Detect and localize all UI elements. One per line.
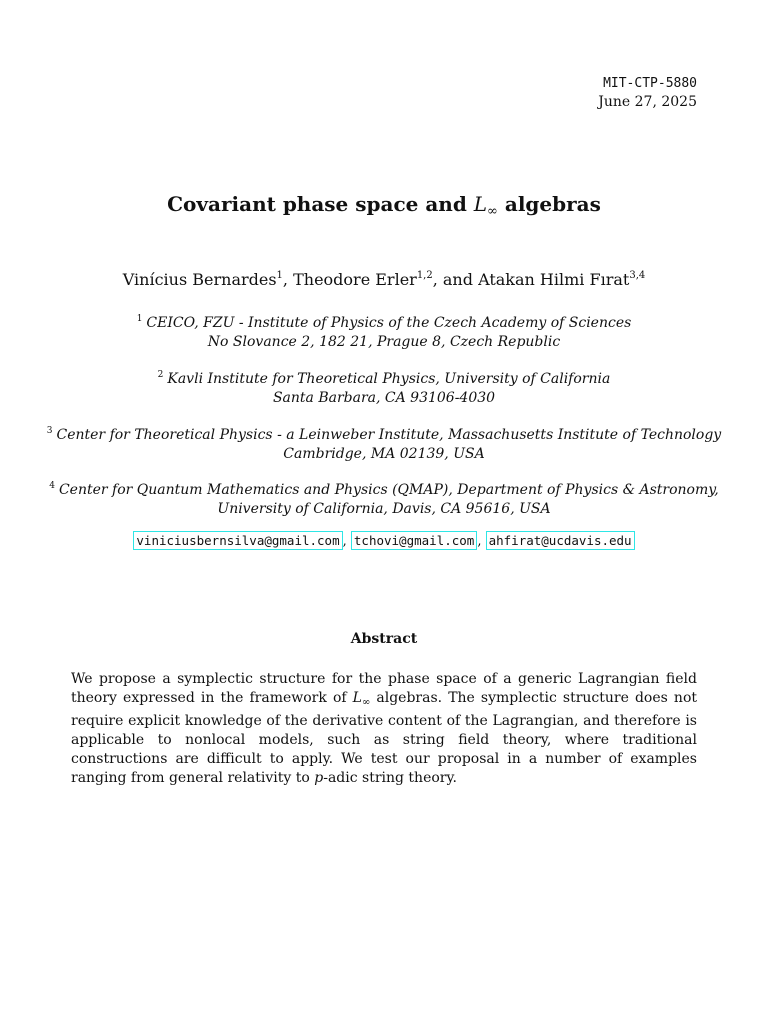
title-math-subscript: ∞ [487,204,498,219]
abstract-part: -adic string theory. [323,770,457,786]
affiliation-line: Santa Barbara, CA 93106-4030 [272,390,496,406]
abstract-heading: Abstract [350,631,418,647]
abstract-part: algebras. The symplectic structure does not require explicit knowledge of the derivative content of the Lagrangian, and therefore is applicable to nonlocal models, such as string field theory, where traditional constructions are difficult to apply. We test our proposal in a number of examples ranging from general relativity to [71,690,697,786]
preprint-info [598,74,697,112]
author-affil-mark: 3,4 [629,270,646,281]
preprint-date: June 27, 2025 [598,94,697,110]
abstract-italic-p: p [314,770,324,786]
affiliation-line: Cambridge, MA 02139, USA [283,446,485,462]
email-list [0,533,768,549]
affiliation-line: Center for Quantum Mathematics and Physics (QMAP), Department of Physics & Astronomy, [58,482,719,498]
title-text: Covariant phase space and [167,192,474,216]
author-separator: , and [432,270,479,289]
affiliation-line: CEICO, FZU - Institute of Physics of the Czech Academy of Sciences [146,315,632,331]
affiliation-4 [0,477,768,519]
affiliation-line: University of California, Davis, CA 95616, USA [217,501,551,517]
affiliation-3 [0,422,768,464]
email-link[interactable]: viniciusbernsilva@gmail.com [133,531,342,550]
abstract-text [71,670,697,788]
author-separator: , [282,270,294,289]
email-separator: , [477,534,482,549]
affiliation-number: 3 [46,426,53,436]
email-separator: , [342,534,347,549]
abstract-part: We propose a symplectic structure for the phase space of a generic Lagrangian field theory expressed in the framework of [71,671,697,706]
author-affil-mark: 1,2 [416,270,433,281]
author-name: Atakan Hilmi Fırat [478,270,630,289]
abstract-math-subscript: ∞ [361,697,371,708]
email-link[interactable]: ahfirat@ucdavis.edu [486,531,635,550]
affiliation-1 [0,310,768,352]
author-name: Theodore Erler [293,270,417,289]
title-text-end: algebras [497,192,601,216]
affiliation-line: Kavli Institute for Theoretical Physics, University of California [167,371,611,387]
author-list [0,270,768,289]
affiliation-number: 2 [157,370,164,380]
email-link[interactable]: tchovi@gmail.com [351,531,477,550]
affiliation-line: No Slovance 2, 182 21, Prague 8, Czech Republic [207,334,561,350]
preprint-number: MIT-CTP-5880 [603,76,697,91]
affiliation-number: 1 [136,314,143,324]
affiliation-line: Center for Theoretical Physics - a Leinweber Institute, Massachusetts Institute of Technology [56,427,722,443]
author-affil-mark: 1 [276,270,283,281]
title-math-symbol: L [473,192,488,216]
abstract-math-symbol: L [352,690,362,706]
affiliation-number: 4 [49,481,55,491]
paper-title [0,192,768,219]
affiliation-2 [0,366,768,408]
author-name: Vinícius Bernardes [122,270,277,289]
